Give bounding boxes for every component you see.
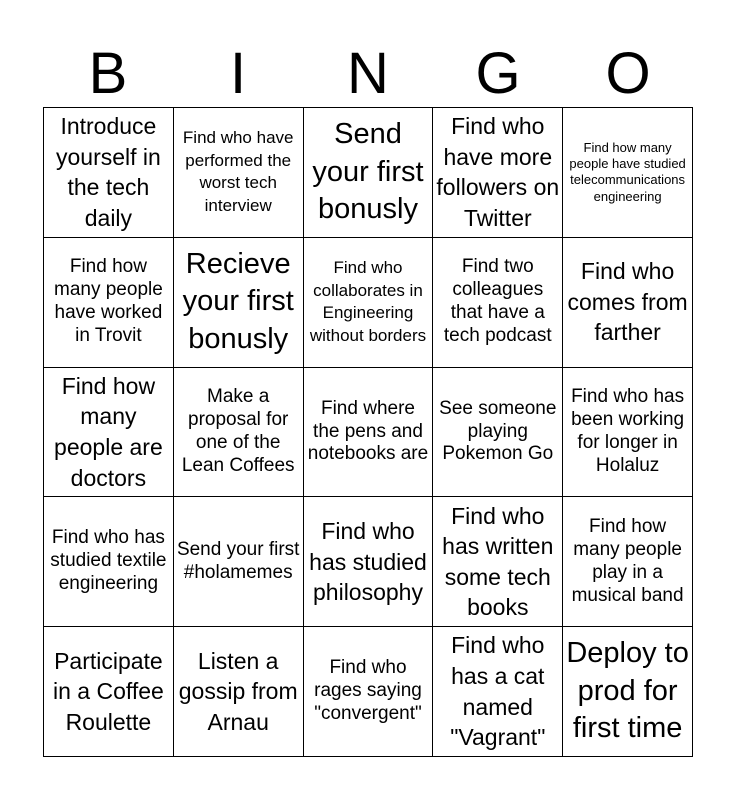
bingo-header [43, 40, 693, 108]
bingo-grid [43, 107, 693, 757]
bingo-cell-r4-c3[interactable]: Find who has studied philosophy [304, 497, 434, 627]
bingo-cell-r3-c3[interactable]: Find where the pens and notebooks are [304, 368, 434, 498]
bingo-cell-r1-c3[interactable]: Send your first bonusly [304, 108, 434, 238]
header-letter-n: N [347, 41, 389, 106]
bingo-cell-r5-c2[interactable]: Listen a gossip from Arnau [174, 627, 304, 757]
bingo-cell-r4-c1[interactable]: Find who has studied textile engineering [44, 497, 174, 627]
bingo-cell-r4-c2[interactable]: Send your first #holamemes [174, 497, 304, 627]
bingo-cell-r5-c1[interactable]: Participate in a Coffee Roulette [44, 627, 174, 757]
bingo-cell-r1-c4[interactable]: Find who have more followers on Twitter [433, 108, 563, 238]
bingo-cell-r2-c3[interactable]: Find who collaborates in Engineering without borders [304, 238, 434, 368]
bingo-cell-r3-c4[interactable]: See someone playing Pokemon Go [433, 368, 563, 498]
bingo-cell-r4-c4[interactable]: Find who has written some tech books [433, 497, 563, 627]
bingo-cell-r2-c5[interactable]: Find who comes from farther [563, 238, 693, 368]
bingo-cell-r3-c2[interactable]: Make a proposal for one of the Lean Coffees [174, 368, 304, 498]
bingo-cell-r1-c2[interactable]: Find who have performed the worst tech interview [174, 108, 304, 238]
bingo-cell-r3-c1[interactable]: Find how many people are doctors [44, 368, 174, 498]
bingo-cell-r2-c2[interactable]: Recieve your first bonusly [174, 238, 304, 368]
bingo-cell-r1-c1[interactable]: Introduce yourself in the tech daily [44, 108, 174, 238]
bingo-cell-r5-c5[interactable]: Deploy to prod for first time [563, 627, 693, 757]
bingo-cell-r5-c3[interactable]: Find who rages saying "convergent" [304, 627, 434, 757]
header-letter-o: O [605, 41, 651, 106]
header-letter-i: I [229, 41, 247, 106]
bingo-cell-r2-c4[interactable]: Find two colleagues that have a tech podcast [433, 238, 563, 368]
bingo-cell-r3-c5[interactable]: Find who has been working for longer in Holaluz [563, 368, 693, 498]
bingo-cell-r5-c4[interactable]: Find who has a cat named "Vagrant" [433, 627, 563, 757]
bingo-cell-r2-c1[interactable]: Find how many people have worked in Trovit [44, 238, 174, 368]
bingo-cell-r4-c5[interactable]: Find how many people play in a musical band [563, 497, 693, 627]
header-letter-g: G [475, 41, 521, 106]
bingo-cell-r1-c5[interactable]: Find how many people have studied telecommunications engineering [563, 108, 693, 238]
header-letter-b: B [88, 41, 128, 106]
